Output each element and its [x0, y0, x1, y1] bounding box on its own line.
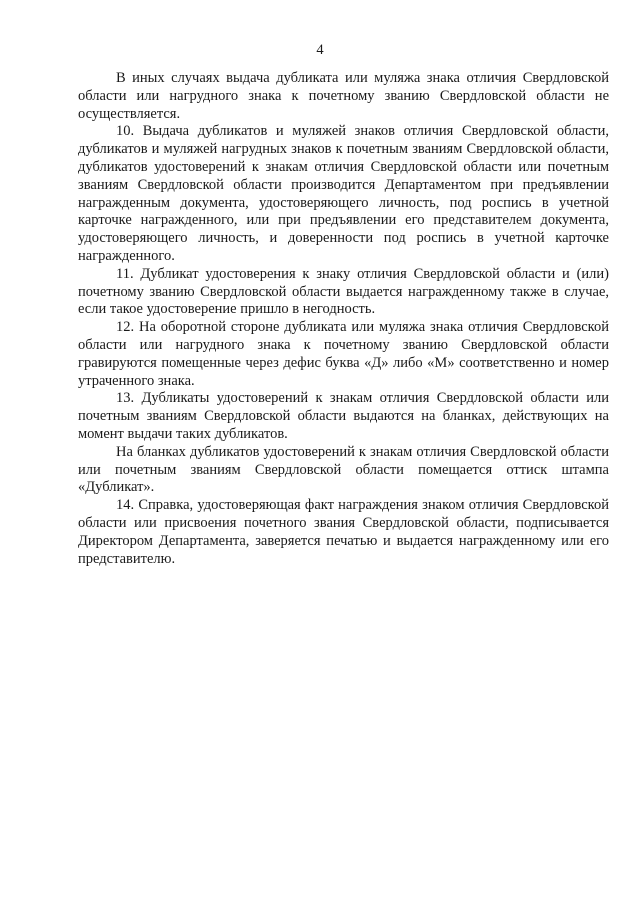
document-body [78, 70, 609, 568]
paragraph-11: 11. Дубликат удостоверения к знаку отличия Свердловской области и (или) почетному званию Свердловской области выдается награжденному также в случае, если такое удостоверение пришло в негодность. [78, 265, 609, 318]
paragraph-10: 10. Выдача дубликатов и муляжей знаков отличия Свердловской области, дубликатов и муляжей нагрудных знаков к почетным званиям Свердловской области, дубликатов удостоверений к знакам отличия Свердловской области или почетным званиям Свердловской области производится Департаментом при предъявлении награжденным документа, удостоверяющего личность, под роспись в учетной карточке награжденного, или при предъявлении его представителем документа, удостоверяющего личность, и доверенности под роспись в учетной карточке награжденного. [78, 123, 609, 264]
paragraph: В иных случаях выдача дубликата или муляжа знака отличия Свердловской области или нагрудного знака к почетному званию Свердловской области не осуществляется. [78, 70, 609, 122]
paragraph: На бланках дубликатов удостоверений к знакам отличия Свердловской области или почетным званиям Свердловской области помещается оттиск штампа «Дубликат». [78, 443, 609, 496]
page-number: 4 [316, 42, 324, 58]
paragraph-14: 14. Справка, удостоверяющая факт награждения знаком отличия Свердловской области или присвоения почетного звания Свердловской области, подписывается Директором Департамента, заверяется печатью и выдается награжденному или его представителю. [78, 497, 609, 567]
paragraph-13: 13. Дубликаты удостоверений к знакам отличия Свердловской области или почетным званиям Свердловской области выдаются на бланках, действующих на момент выдачи таких дубликатов. [78, 390, 609, 442]
paragraph-12: 12. На оборотной стороне дубликата или муляжа знака отличия Свердловской области или нагрудного знака к почетному званию Свердловской области гравируются помещенные через дефис буква «Д» либо «М» соответственно и номер утраченного знака. [78, 319, 609, 389]
